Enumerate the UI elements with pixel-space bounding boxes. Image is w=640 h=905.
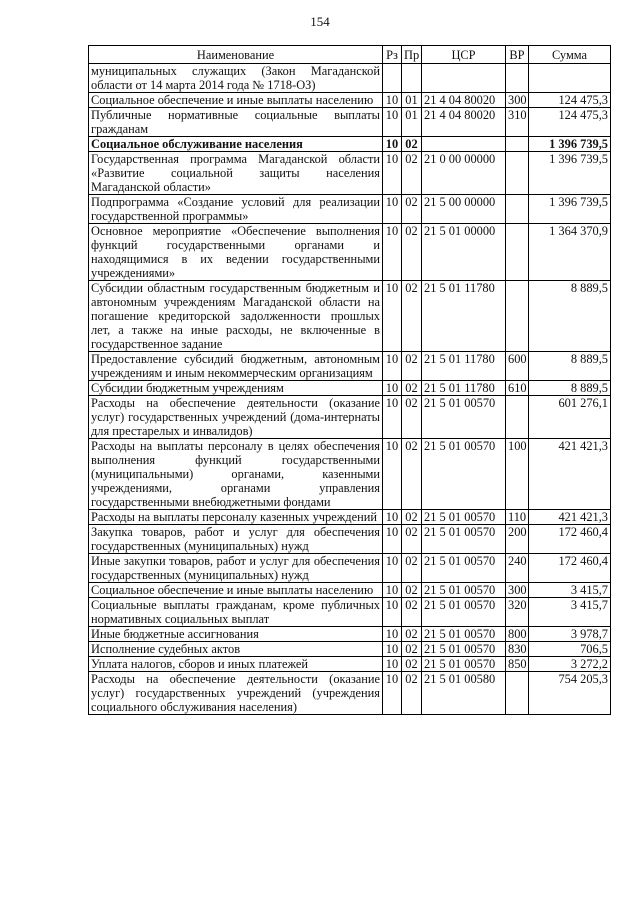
- row-name-cell: Субсидии бюджетным учреждениям: [89, 381, 383, 396]
- header-rz: Рз: [383, 46, 402, 64]
- row-rz-cell: 10: [383, 439, 402, 510]
- table-row: [89, 352, 611, 381]
- row-rz-cell: 10: [383, 627, 402, 642]
- row-rz-cell: 10: [383, 93, 402, 108]
- row-name-cell: Расходы на обеспечение деятельности (оказание услуг) государственных учреждений (учреждения социального обслуживания населения): [89, 672, 383, 715]
- row-csr-cell: 21 5 01 00580: [422, 672, 506, 715]
- row-rz-cell: 10: [383, 525, 402, 554]
- row-rz-cell: 10: [383, 642, 402, 657]
- table-row: [89, 525, 611, 554]
- page-number: 154: [310, 14, 330, 29]
- row-pr-cell: 02: [402, 224, 422, 281]
- table-row: [89, 137, 611, 152]
- row-rz-cell: 10: [383, 108, 402, 137]
- row-pr-cell: 02: [402, 152, 422, 195]
- table-row: [89, 510, 611, 525]
- row-rz-cell: 10: [383, 583, 402, 598]
- row-rz-cell: 10: [383, 224, 402, 281]
- row-name-cell: Уплата налогов, сборов и иных платежей: [89, 657, 383, 672]
- table-row: [89, 583, 611, 598]
- row-vr-cell: 850: [506, 657, 529, 672]
- row-name-cell: Социальное обслуживание населения: [89, 137, 383, 152]
- row-vr-cell: 100: [506, 439, 529, 510]
- row-pr-cell: 02: [402, 510, 422, 525]
- row-sum-cell: 1 396 739,5: [529, 152, 611, 195]
- row-sum-cell: 124 475,3: [529, 108, 611, 137]
- row-sum-cell: 421 421,3: [529, 510, 611, 525]
- row-csr-cell: 21 5 01 00570: [422, 642, 506, 657]
- row-vr-cell: 310: [506, 108, 529, 137]
- table-row: [89, 93, 611, 108]
- header-csr: ЦСР: [422, 46, 506, 64]
- row-vr-cell: 240: [506, 554, 529, 583]
- row-csr-cell: 21 5 01 00570: [422, 657, 506, 672]
- row-rz-cell: 10: [383, 352, 402, 381]
- row-csr-cell: 21 4 04 80020: [422, 108, 506, 137]
- row-sum-cell: 172 460,4: [529, 554, 611, 583]
- row-pr-cell: 02: [402, 352, 422, 381]
- row-name-cell: Иные закупки товаров, работ и услуг для обеспечения государственных (муниципальных) нужд: [89, 554, 383, 583]
- row-csr-cell: 21 5 01 11780: [422, 281, 506, 352]
- row-csr-cell: 21 5 01 11780: [422, 381, 506, 396]
- row-vr-cell: 110: [506, 510, 529, 525]
- budget-table: [88, 45, 611, 715]
- row-vr-cell: 800: [506, 627, 529, 642]
- row-name-cell: Предоставление субсидий бюджетным, автономным учреждениям и иным некоммерческим организациям: [89, 352, 383, 381]
- row-csr-cell: [422, 137, 506, 152]
- table-row: [89, 152, 611, 195]
- row-vr-cell: [506, 672, 529, 715]
- row-sum-cell: 3 415,7: [529, 598, 611, 627]
- row-name-cell: Расходы на обеспечение деятельности (оказание услуг) государственных учреждений (дома-интернаты для престарелых и инвалидов): [89, 396, 383, 439]
- row-csr-cell: 21 4 04 80020: [422, 93, 506, 108]
- row-vr-cell: [506, 64, 529, 93]
- row-sum-cell: 601 276,1: [529, 396, 611, 439]
- table-row: [89, 554, 611, 583]
- row-pr-cell: 02: [402, 396, 422, 439]
- row-vr-cell: 300: [506, 93, 529, 108]
- row-name-cell: Иные бюджетные ассигнования: [89, 627, 383, 642]
- row-sum-cell: 3 978,7: [529, 627, 611, 642]
- row-sum-cell: 754 205,3: [529, 672, 611, 715]
- row-csr-cell: 21 5 01 00570: [422, 439, 506, 510]
- row-csr-cell: 21 0 00 00000: [422, 152, 506, 195]
- row-csr-cell: 21 5 01 00570: [422, 554, 506, 583]
- row-rz-cell: 10: [383, 598, 402, 627]
- table-row: [89, 224, 611, 281]
- row-sum-cell: 172 460,4: [529, 525, 611, 554]
- row-csr-cell: 21 5 01 00570: [422, 598, 506, 627]
- row-name-cell: Социальное обеспечение и иные выплаты населению: [89, 583, 383, 598]
- row-vr-cell: 600: [506, 352, 529, 381]
- row-name-cell: Государственная программа Магаданской области «Развитие социальной защиты населения Магаданской области»: [89, 152, 383, 195]
- row-sum-cell: [529, 64, 611, 93]
- row-rz-cell: 10: [383, 381, 402, 396]
- row-vr-cell: [506, 152, 529, 195]
- row-vr-cell: [506, 224, 529, 281]
- row-vr-cell: 610: [506, 381, 529, 396]
- row-rz-cell: 10: [383, 672, 402, 715]
- table-row: [89, 381, 611, 396]
- row-name-cell: Расходы на выплаты персоналу казенных учреждений: [89, 510, 383, 525]
- row-pr-cell: 02: [402, 672, 422, 715]
- table-row: [89, 396, 611, 439]
- row-sum-cell: 3 415,7: [529, 583, 611, 598]
- row-pr-cell: 01: [402, 93, 422, 108]
- row-rz-cell: 10: [383, 554, 402, 583]
- table-row: [89, 657, 611, 672]
- header-sum: Сумма: [529, 46, 611, 64]
- row-pr-cell: 02: [402, 525, 422, 554]
- row-name-cell: Основное мероприятие «Обеспечение выполнения функций государственными органами и находящимися в их ведении государственными учреждениями»: [89, 224, 383, 281]
- row-sum-cell: 1 364 370,9: [529, 224, 611, 281]
- row-csr-cell: 21 5 01 11780: [422, 352, 506, 381]
- table-row: [89, 627, 611, 642]
- row-name-cell: Субсидии областным государственным бюджетным и автономным учреждениям Магаданской области на погашение кредиторской задолженности прошлых лет, а также на иные расходы, не включенные в государственное задание: [89, 281, 383, 352]
- row-pr-cell: 02: [402, 439, 422, 510]
- row-csr-cell: 21 5 00 00000: [422, 195, 506, 224]
- table-row: [89, 598, 611, 627]
- row-csr-cell: 21 5 01 00000: [422, 224, 506, 281]
- row-vr-cell: [506, 396, 529, 439]
- row-csr-cell: 21 5 01 00570: [422, 396, 506, 439]
- row-name-cell: Публичные нормативные социальные выплаты гражданам: [89, 108, 383, 137]
- row-csr-cell: 21 5 01 00570: [422, 510, 506, 525]
- row-sum-cell: 124 475,3: [529, 93, 611, 108]
- row-pr-cell: 02: [402, 583, 422, 598]
- row-name-cell: Социальные выплаты гражданам, кроме публичных нормативных социальных выплат: [89, 598, 383, 627]
- row-rz-cell: 10: [383, 195, 402, 224]
- row-pr-cell: 02: [402, 381, 422, 396]
- row-vr-cell: [506, 137, 529, 152]
- row-name-cell: муниципальных служащих (Закон Магаданской области от 14 марта 2014 года № 1718-ОЗ): [89, 64, 383, 93]
- row-pr-cell: 02: [402, 137, 422, 152]
- row-sum-cell: 1 396 739,5: [529, 195, 611, 224]
- row-pr-cell: 02: [402, 554, 422, 583]
- row-vr-cell: [506, 195, 529, 224]
- table-row: [89, 108, 611, 137]
- row-rz-cell: 10: [383, 137, 402, 152]
- table-row: [89, 64, 611, 93]
- row-name-cell: Подпрограмма «Создание условий для реализации государственной программы»: [89, 195, 383, 224]
- row-sum-cell: 3 272,2: [529, 657, 611, 672]
- row-sum-cell: 421 421,3: [529, 439, 611, 510]
- row-csr-cell: 21 5 01 00570: [422, 583, 506, 598]
- row-vr-cell: 300: [506, 583, 529, 598]
- row-vr-cell: 320: [506, 598, 529, 627]
- row-sum-cell: 706,5: [529, 642, 611, 657]
- row-sum-cell: 8 889,5: [529, 281, 611, 352]
- row-pr-cell: 02: [402, 281, 422, 352]
- row-vr-cell: 830: [506, 642, 529, 657]
- row-rz-cell: 10: [383, 510, 402, 525]
- row-name-cell: Расходы на выплаты персоналу в целях обеспечения выполнения функций государственными (муниципальными) органами, казенными учреждениями, органами управления государственными внебюджетными фондами: [89, 439, 383, 510]
- row-sum-cell: 1 396 739,5: [529, 137, 611, 152]
- row-rz-cell: 10: [383, 152, 402, 195]
- row-pr-cell: 02: [402, 627, 422, 642]
- row-csr-cell: 21 5 01 00570: [422, 627, 506, 642]
- table-row: [89, 642, 611, 657]
- row-name-cell: Социальное обеспечение и иные выплаты населению: [89, 93, 383, 108]
- row-pr-cell: 02: [402, 657, 422, 672]
- row-pr-cell: 02: [402, 598, 422, 627]
- row-vr-cell: 200: [506, 525, 529, 554]
- row-rz-cell: [383, 64, 402, 93]
- row-csr-cell: 21 5 01 00570: [422, 525, 506, 554]
- row-name-cell: Исполнение судебных актов: [89, 642, 383, 657]
- table-row: [89, 195, 611, 224]
- header-vr: ВР: [506, 46, 529, 64]
- row-name-cell: Закупка товаров, работ и услуг для обеспечения государственных (муниципальных) нужд: [89, 525, 383, 554]
- row-pr-cell: 02: [402, 195, 422, 224]
- row-sum-cell: 8 889,5: [529, 381, 611, 396]
- row-rz-cell: 10: [383, 396, 402, 439]
- table-row: [89, 672, 611, 715]
- row-pr-cell: 02: [402, 642, 422, 657]
- table-header-row: [89, 46, 611, 64]
- row-sum-cell: 8 889,5: [529, 352, 611, 381]
- row-rz-cell: 10: [383, 281, 402, 352]
- row-rz-cell: 10: [383, 657, 402, 672]
- row-pr-cell: [402, 64, 422, 93]
- table-row: [89, 281, 611, 352]
- row-csr-cell: [422, 64, 506, 93]
- header-name: Наименование: [89, 46, 383, 64]
- header-pr: Пр: [402, 46, 422, 64]
- row-vr-cell: [506, 281, 529, 352]
- table-row: [89, 439, 611, 510]
- row-pr-cell: 01: [402, 108, 422, 137]
